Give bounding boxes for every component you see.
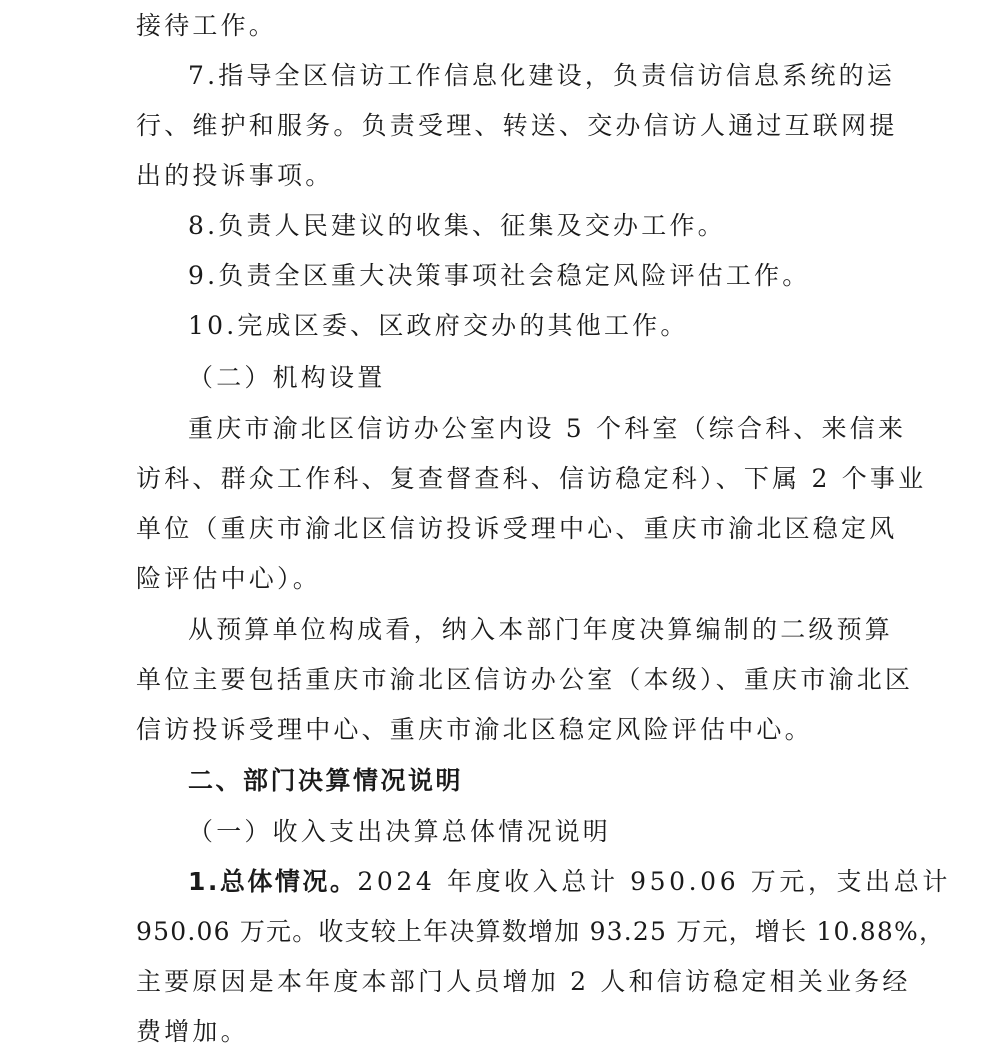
overview-paragraph-line-1: [188, 862, 951, 902]
institution-paragraph-line-2: 访科、群众工作科、复查督查科、信访稳定科）、下属 2 个事业: [136, 464, 927, 493]
list-item-7-line-2: 行、维护和服务。负责受理、转送、交办信访人通过互联网提: [136, 111, 898, 140]
list-item-9: 9.负责全区重大决策事项社会稳定风险评估工作。: [188, 261, 811, 290]
section-heading-institution: （二）机构设置: [188, 363, 386, 392]
list-item-10: 10.完成区委、区政府交办的其他工作。: [188, 311, 689, 340]
overview-paragraph-line-2: 950.06 万元。收支较上年决算数增加 93.25 万元，增长 10.88%，: [136, 917, 946, 946]
budget-units-paragraph-line-3: 信访投诉受理中心、重庆市渝北区稳定风险评估中心。: [136, 715, 813, 744]
overview-paragraph-line-4: 费增加。: [136, 1017, 249, 1046]
list-item-7-line-3: 出的投诉事项。: [136, 161, 334, 190]
list-item-8: 8.负责人民建议的收集、征集及交办工作。: [188, 211, 726, 240]
list-item-7-line-1: 7.指导全区信访工作信息化建设，负责信访信息系统的运: [188, 61, 896, 90]
institution-paragraph-line-3: 单位（重庆市渝北区信访投诉受理中心、重庆市渝北区稳定风: [136, 514, 898, 543]
institution-paragraph-line-1: 重庆市渝北区信访办公室内设 5 个科室（综合科、来信来: [188, 414, 907, 443]
paragraph-line: 接待工作。: [136, 11, 278, 40]
overview-lead-text: 2024 年度收入总计 950.06 万元，支出总计: [357, 867, 951, 896]
overview-lead-label: 1.总体情况。: [188, 867, 358, 896]
institution-paragraph-line-4: 险评估中心）。: [136, 564, 321, 593]
chapter-heading: 二、部门决算情况说明: [188, 766, 464, 795]
budget-units-paragraph-line-2: 单位主要包括重庆市渝北区信访办公室（本级）、重庆市渝北区: [136, 665, 914, 694]
overview-paragraph-line-3: 主要原因是本年度本部门人员增加 2 人和信访稳定相关业务经: [136, 967, 911, 996]
budget-units-paragraph-line-1: 从预算单位构成看，纳入本部门年度决算编制的二级预算: [188, 615, 894, 644]
section-heading-overview: （一）收入支出决算总体情况说明: [188, 817, 612, 846]
